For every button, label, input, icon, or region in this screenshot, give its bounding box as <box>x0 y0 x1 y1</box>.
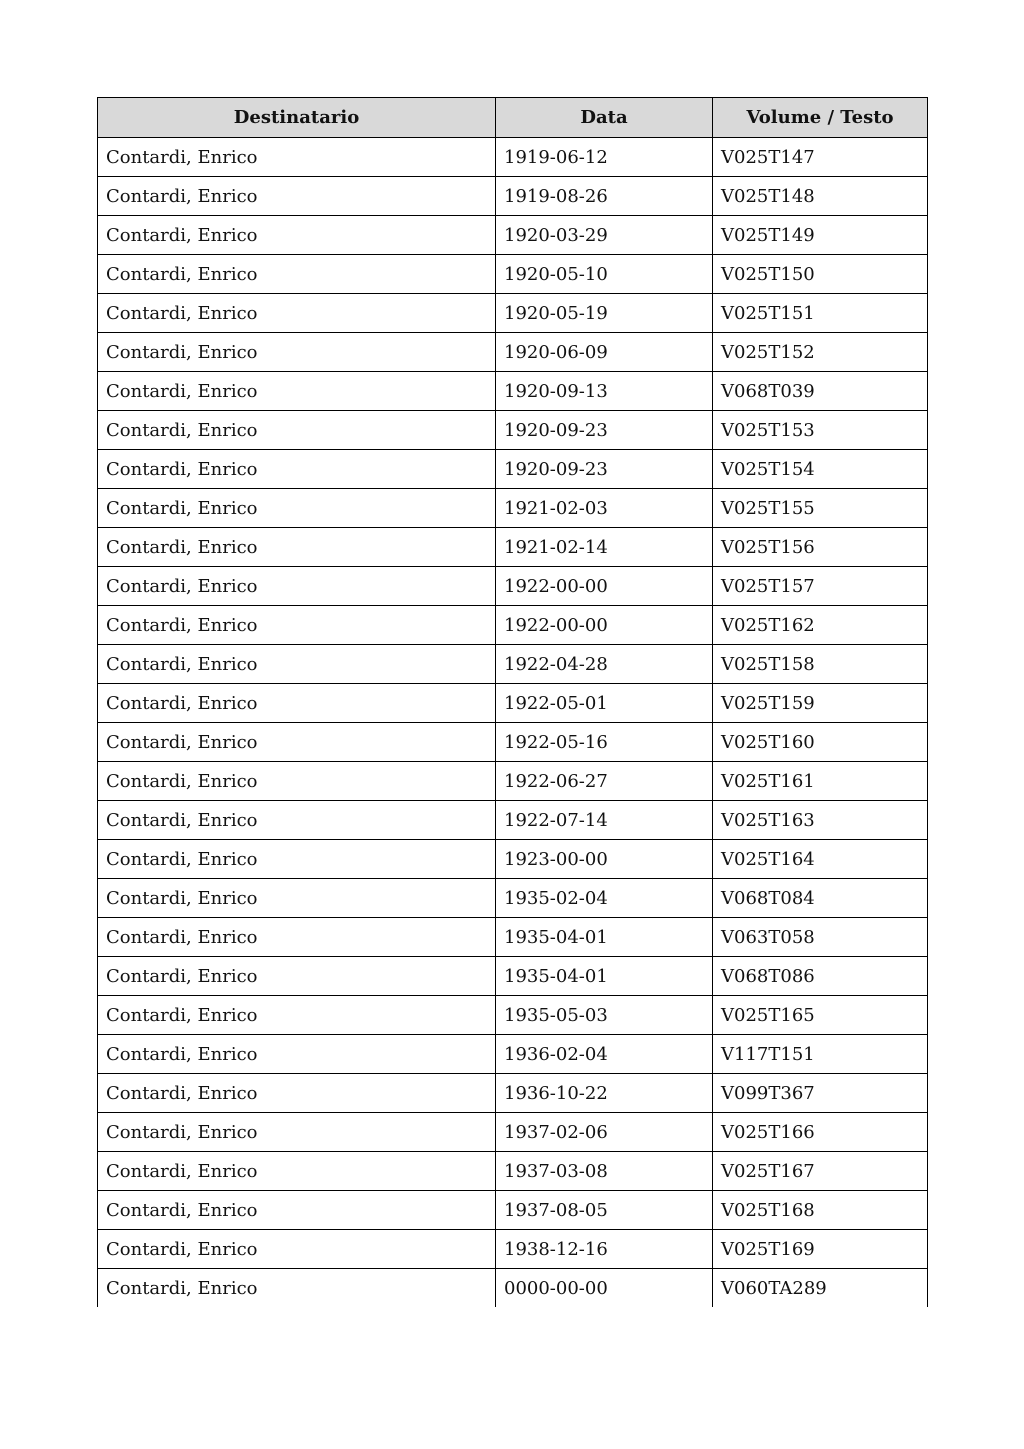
table-row <box>98 528 928 567</box>
cell-volume-testo: V063T058 <box>713 918 928 957</box>
cell-data: 1920-05-10 <box>496 255 713 294</box>
cell-destinatario: Contardi, Enrico <box>98 1035 496 1074</box>
document-page <box>97 97 927 1307</box>
cell-data: 1922-07-14 <box>496 801 713 840</box>
cell-volume-testo: V025T157 <box>713 567 928 606</box>
table-row <box>98 723 928 762</box>
cell-data: 1937-08-05 <box>496 1191 713 1230</box>
header-volume-testo: Volume / Testo <box>713 98 928 138</box>
cell-volume-testo: V025T154 <box>713 450 928 489</box>
cell-data: 1935-02-04 <box>496 879 713 918</box>
cell-data: 1923-00-00 <box>496 840 713 879</box>
cell-destinatario: Contardi, Enrico <box>98 801 496 840</box>
cell-volume-testo: V025T153 <box>713 411 928 450</box>
cell-volume-testo: V025T155 <box>713 489 928 528</box>
cell-destinatario: Contardi, Enrico <box>98 177 496 216</box>
cell-destinatario: Contardi, Enrico <box>98 411 496 450</box>
cell-destinatario: Contardi, Enrico <box>98 333 496 372</box>
cell-volume-testo: V025T160 <box>713 723 928 762</box>
cell-destinatario: Contardi, Enrico <box>98 840 496 879</box>
cell-volume-testo: V025T168 <box>713 1191 928 1230</box>
table-row <box>98 411 928 450</box>
cell-volume-testo: V025T147 <box>713 138 928 177</box>
cell-volume-testo: V025T169 <box>713 1230 928 1269</box>
cell-destinatario: Contardi, Enrico <box>98 918 496 957</box>
cell-data: 1920-05-19 <box>496 294 713 333</box>
cell-destinatario: Contardi, Enrico <box>98 489 496 528</box>
cell-data: 1919-06-12 <box>496 138 713 177</box>
table-row <box>98 801 928 840</box>
table-row <box>98 606 928 645</box>
cell-data: 1937-03-08 <box>496 1152 713 1191</box>
cell-destinatario: Contardi, Enrico <box>98 528 496 567</box>
cell-volume-testo: V025T149 <box>713 216 928 255</box>
cell-data: 1936-02-04 <box>496 1035 713 1074</box>
cell-volume-testo: V025T167 <box>713 1152 928 1191</box>
table-row <box>98 840 928 879</box>
cell-destinatario: Contardi, Enrico <box>98 567 496 606</box>
table-row <box>98 1074 928 1113</box>
cell-data: 1922-05-16 <box>496 723 713 762</box>
cell-data: 1920-09-13 <box>496 372 713 411</box>
table-row <box>98 333 928 372</box>
table-row <box>98 645 928 684</box>
table-row <box>98 294 928 333</box>
cell-volume-testo: V025T150 <box>713 255 928 294</box>
table-row <box>98 996 928 1035</box>
cell-destinatario: Contardi, Enrico <box>98 996 496 1035</box>
cell-data: 1922-00-00 <box>496 606 713 645</box>
cell-data: 1935-05-03 <box>496 996 713 1035</box>
cell-data: 1935-04-01 <box>496 957 713 996</box>
cell-data: 1920-03-29 <box>496 216 713 255</box>
cell-volume-testo: V025T156 <box>713 528 928 567</box>
table-row <box>98 255 928 294</box>
table-row <box>98 1113 928 1152</box>
cell-destinatario: Contardi, Enrico <box>98 294 496 333</box>
cell-volume-testo: V099T367 <box>713 1074 928 1113</box>
cell-data: 1920-06-09 <box>496 333 713 372</box>
cell-data: 1922-00-00 <box>496 567 713 606</box>
cell-volume-testo: V068T039 <box>713 372 928 411</box>
cell-destinatario: Contardi, Enrico <box>98 138 496 177</box>
cell-data: 1921-02-03 <box>496 489 713 528</box>
cell-volume-testo: V025T148 <box>713 177 928 216</box>
cell-data: 0000-00-00 <box>496 1269 713 1308</box>
table-row <box>98 918 928 957</box>
cell-data: 1920-09-23 <box>496 411 713 450</box>
cell-data: 1920-09-23 <box>496 450 713 489</box>
cell-destinatario: Contardi, Enrico <box>98 762 496 801</box>
cell-volume-testo: V025T164 <box>713 840 928 879</box>
cell-volume-testo: V025T161 <box>713 762 928 801</box>
cell-destinatario: Contardi, Enrico <box>98 372 496 411</box>
cell-destinatario: Contardi, Enrico <box>98 957 496 996</box>
table-row <box>98 1152 928 1191</box>
cell-destinatario: Contardi, Enrico <box>98 1230 496 1269</box>
cell-volume-testo: V060TA289 <box>713 1269 928 1308</box>
table-row <box>98 372 928 411</box>
table-row <box>98 138 928 177</box>
cell-volume-testo: V025T165 <box>713 996 928 1035</box>
cell-destinatario: Contardi, Enrico <box>98 1152 496 1191</box>
cell-destinatario: Contardi, Enrico <box>98 1269 496 1308</box>
table-row <box>98 684 928 723</box>
cell-volume-testo: V025T152 <box>713 333 928 372</box>
cell-volume-testo: V025T162 <box>713 606 928 645</box>
cell-data: 1937-02-06 <box>496 1113 713 1152</box>
cell-data: 1936-10-22 <box>496 1074 713 1113</box>
cell-data: 1921-02-14 <box>496 528 713 567</box>
cell-data: 1935-04-01 <box>496 918 713 957</box>
cell-destinatario: Contardi, Enrico <box>98 216 496 255</box>
cell-volume-testo: V025T163 <box>713 801 928 840</box>
table-row <box>98 762 928 801</box>
cell-destinatario: Contardi, Enrico <box>98 255 496 294</box>
cell-volume-testo: V025T159 <box>713 684 928 723</box>
table-row <box>98 957 928 996</box>
table-row <box>98 879 928 918</box>
cell-destinatario: Contardi, Enrico <box>98 723 496 762</box>
cell-volume-testo: V068T084 <box>713 879 928 918</box>
cell-data: 1919-08-26 <box>496 177 713 216</box>
cell-destinatario: Contardi, Enrico <box>98 1113 496 1152</box>
cell-volume-testo: V025T158 <box>713 645 928 684</box>
cell-data: 1938-12-16 <box>496 1230 713 1269</box>
cell-volume-testo: V025T151 <box>713 294 928 333</box>
table-row <box>98 1230 928 1269</box>
table-row <box>98 1191 928 1230</box>
table-row <box>98 567 928 606</box>
cell-data: 1922-06-27 <box>496 762 713 801</box>
cell-destinatario: Contardi, Enrico <box>98 606 496 645</box>
table-row <box>98 177 928 216</box>
cell-destinatario: Contardi, Enrico <box>98 879 496 918</box>
table-row <box>98 1035 928 1074</box>
cell-destinatario: Contardi, Enrico <box>98 1191 496 1230</box>
header-data: Data <box>496 98 713 138</box>
table-header-row <box>98 98 928 138</box>
cell-data: 1922-04-28 <box>496 645 713 684</box>
header-destinatario: Destinatario <box>98 98 496 138</box>
cell-volume-testo: V117T151 <box>713 1035 928 1074</box>
cell-data: 1922-05-01 <box>496 684 713 723</box>
table-row <box>98 450 928 489</box>
table-row <box>98 489 928 528</box>
table-row <box>98 1269 928 1308</box>
cell-destinatario: Contardi, Enrico <box>98 684 496 723</box>
cell-volume-testo: V025T166 <box>713 1113 928 1152</box>
table-row <box>98 216 928 255</box>
cell-destinatario: Contardi, Enrico <box>98 645 496 684</box>
cell-volume-testo: V068T086 <box>713 957 928 996</box>
cell-destinatario: Contardi, Enrico <box>98 450 496 489</box>
letters-index-table <box>97 97 928 1307</box>
cell-destinatario: Contardi, Enrico <box>98 1074 496 1113</box>
table-body <box>98 138 928 1308</box>
